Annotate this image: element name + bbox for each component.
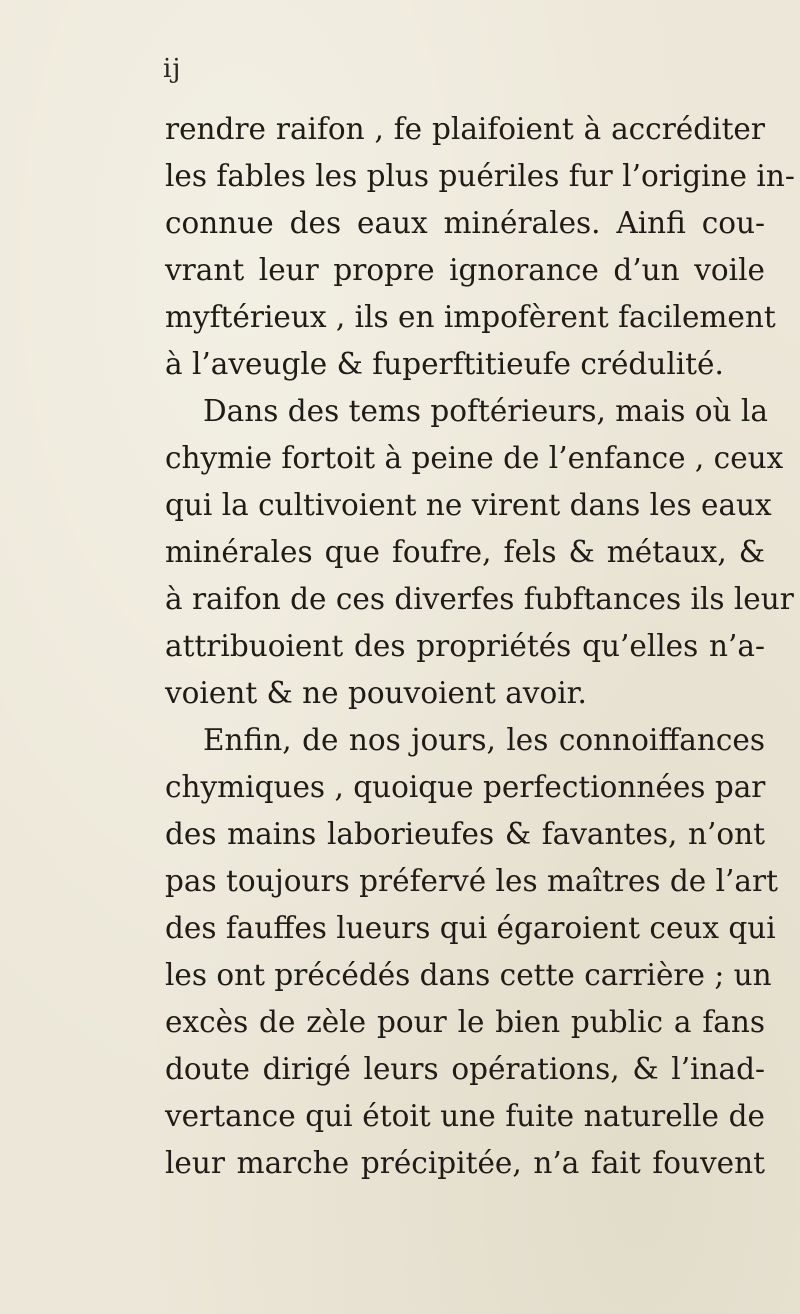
text-line: attribuoient des propriétés qu’elles n’a- — [165, 629, 765, 663]
text-line: vertance qui étoit une fuite naturelle de — [165, 1099, 765, 1133]
text-line: Enfin, de nos jours, les connoiffances — [203, 723, 765, 757]
text-line: chymie fortoit à peine de l’enfance , ceux — [165, 441, 784, 475]
page-text — [165, 106, 795, 1187]
text-line: à l’aveugle & fuperftitieufe crédulité. — [165, 347, 724, 381]
page-number: ij — [163, 54, 182, 84]
text-line: doute dirigé leurs opérations, & l’inad- — [165, 1052, 765, 1086]
text-line: voient & ne pouvoient avoir. — [165, 676, 587, 710]
text-line: connue des eaux minérales. Ainfi cou- — [165, 206, 765, 240]
text-line: leur marche précipitée, n’a fait fouvent — [165, 1146, 765, 1180]
text-line: des fauffes lueurs qui égaroient ceux qui — [165, 911, 776, 945]
text-line: Dans des tems poftérieurs, mais où la — [203, 394, 768, 428]
text-line: minérales que foufre, fels & métaux, & — [165, 535, 765, 569]
text-line: chymiques , quoique perfectionnées par — [165, 770, 766, 804]
text-line: à raifon de ces diverfes fubftances ils leur — [165, 582, 794, 616]
text-line: rendre raifon , fe plaifoient à accréditer — [165, 112, 765, 146]
text-line: myftérieux , ils en impofèrent facilement — [165, 300, 776, 334]
text-line: vrant leur propre ignorance d’un voile — [165, 253, 765, 287]
text-line: les ont précédés dans cette carrière ; un — [165, 958, 772, 992]
text-line: des mains laborieufes & favantes, n’ont — [165, 817, 765, 851]
text-line: qui la cultivoient ne virent dans les eaux — [165, 488, 772, 522]
text-line: excès de zèle pour le bien public a fans — [165, 1005, 765, 1039]
text-line: pas toujours préfervé les maîtres de l’art — [165, 864, 778, 898]
text-line: les fables les plus puériles fur l’origine in- — [165, 159, 795, 193]
